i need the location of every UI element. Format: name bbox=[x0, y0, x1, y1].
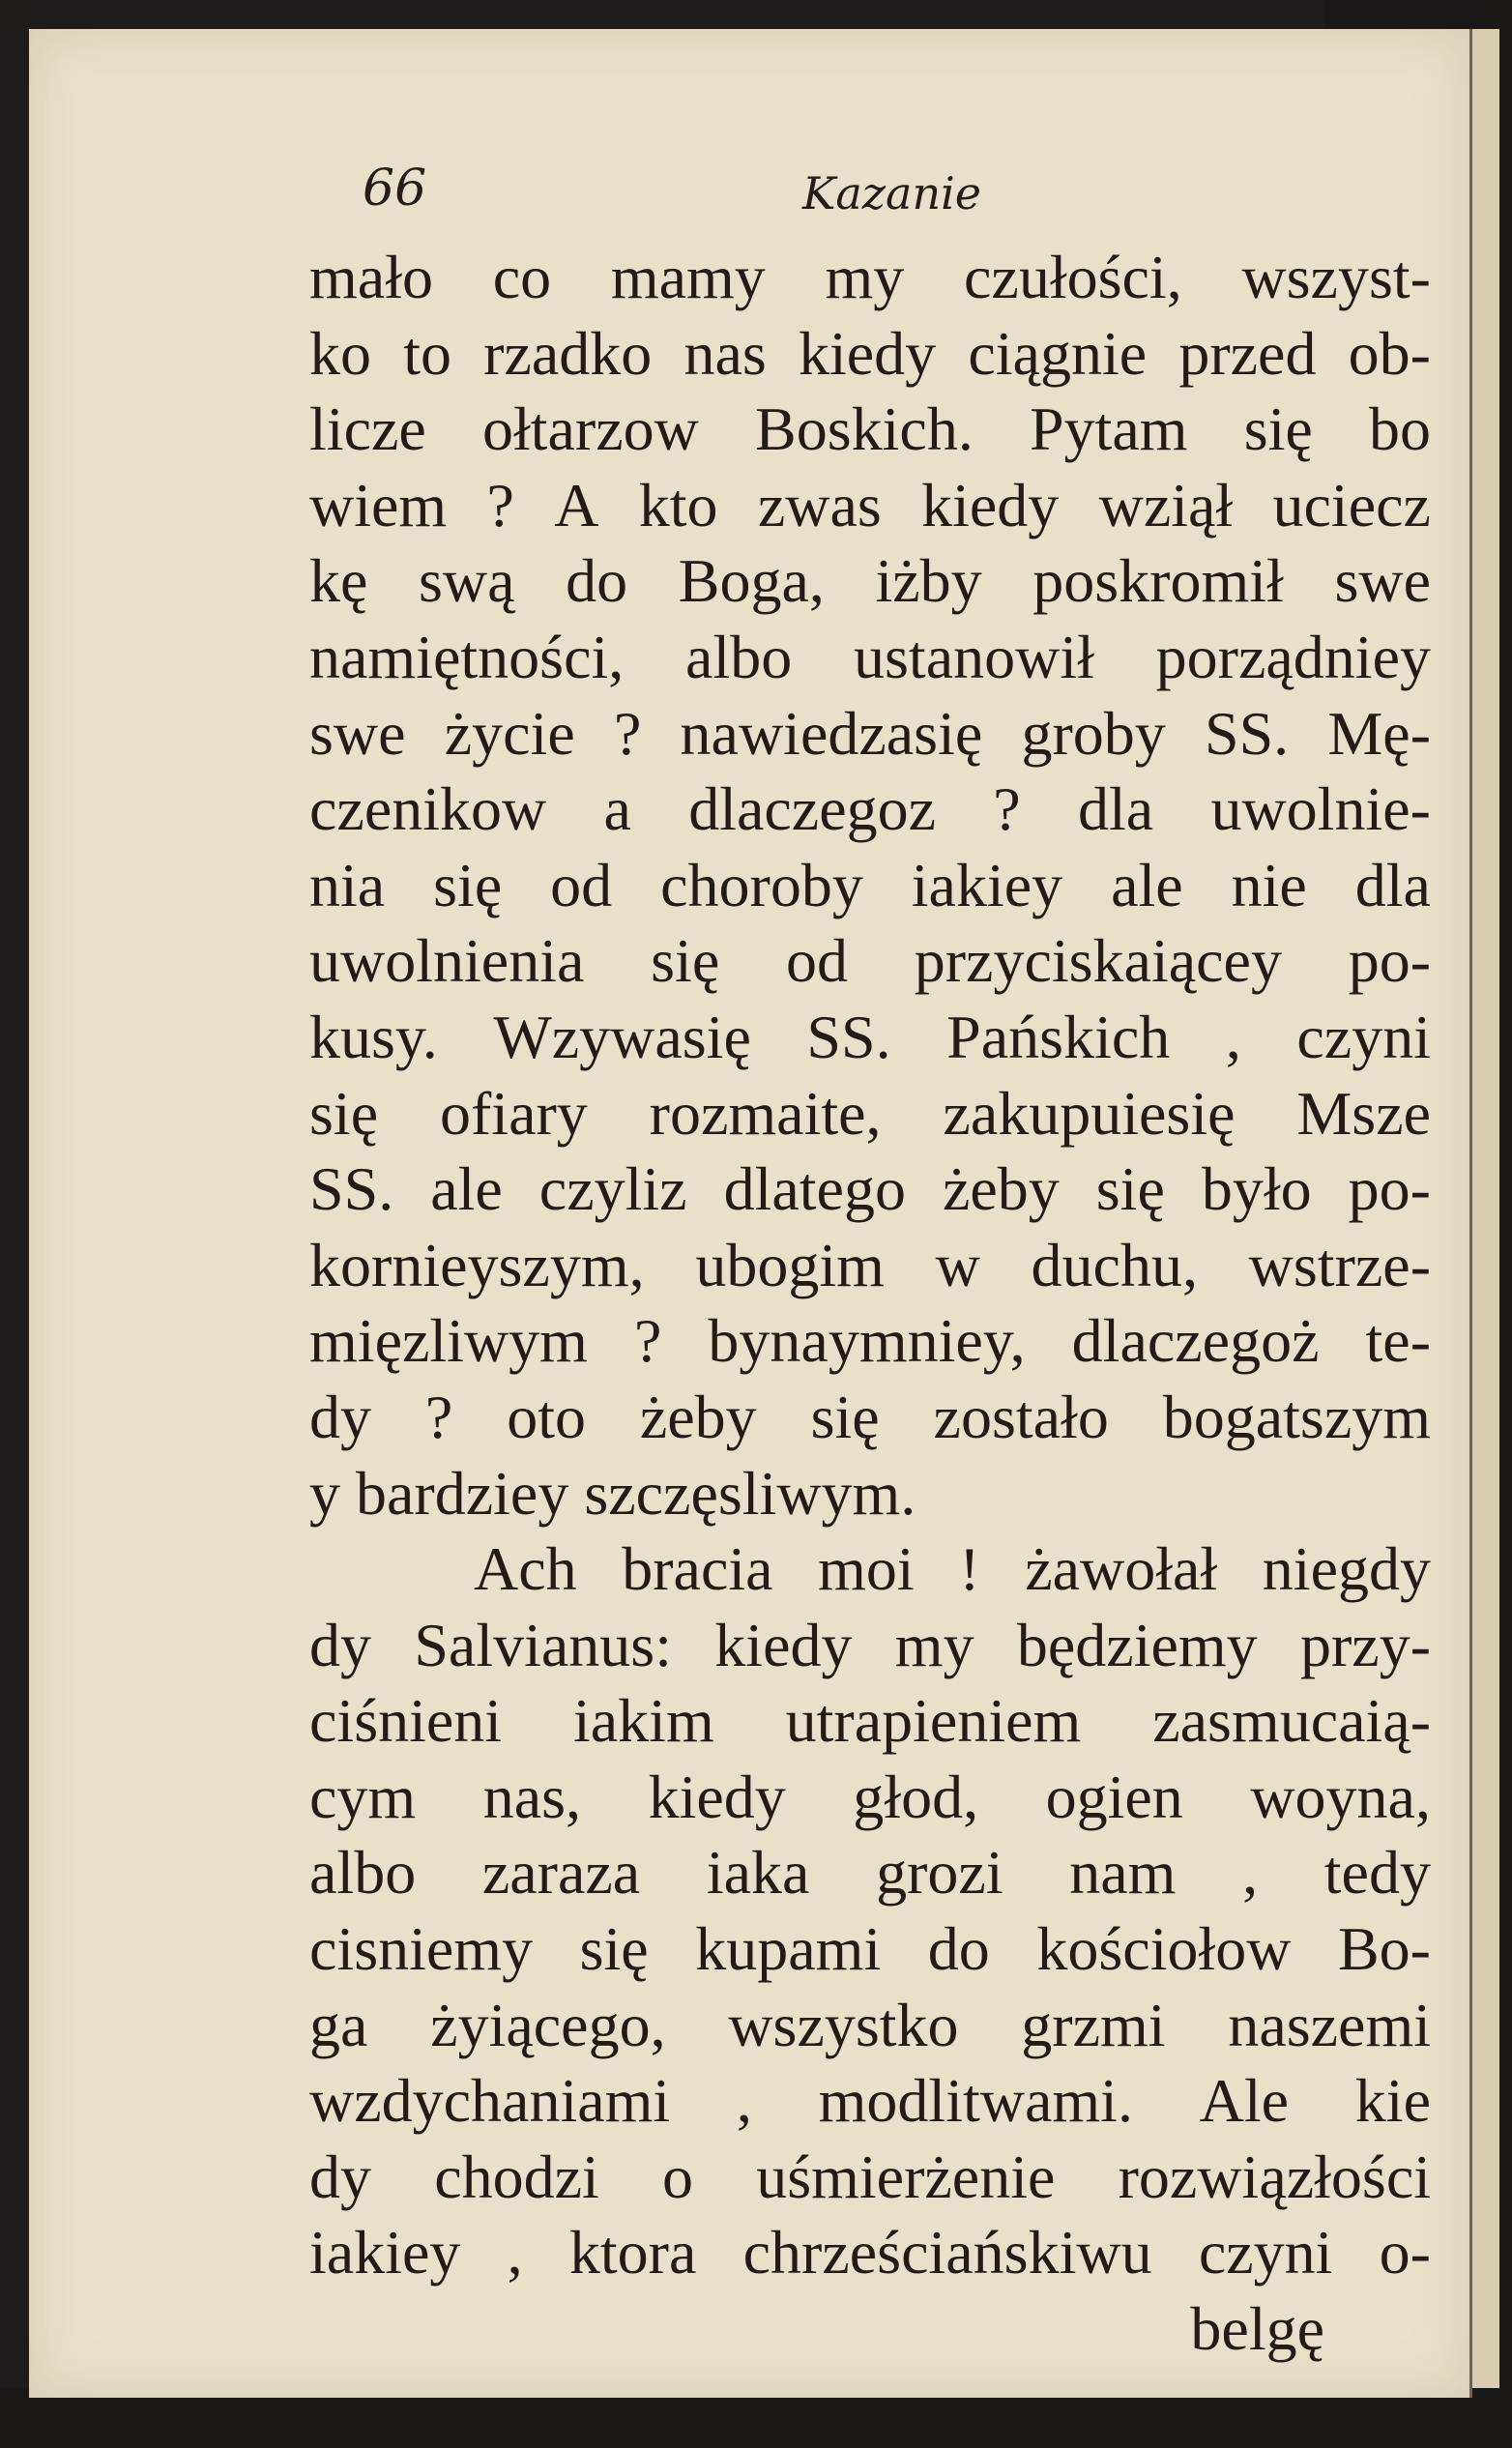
word: do bbox=[566, 546, 628, 616]
word: od bbox=[785, 926, 848, 996]
word: o- bbox=[1379, 2218, 1431, 2288]
word: Pańskich bbox=[946, 1002, 1171, 1071]
word: ? bbox=[993, 774, 1021, 844]
word: wzdychaniami bbox=[309, 2066, 671, 2136]
word: kościołow bbox=[1036, 1914, 1292, 1984]
word: ubogim bbox=[695, 1230, 885, 1299]
word: nas, bbox=[482, 1762, 582, 1831]
word: ofiary bbox=[439, 1078, 588, 1148]
word: zaraza bbox=[481, 1838, 641, 1908]
word: iaka bbox=[706, 1838, 810, 1908]
word: groby bbox=[1021, 698, 1166, 768]
word: kie bbox=[1354, 2066, 1431, 2136]
word: będziemy bbox=[1016, 1610, 1258, 1679]
word: to bbox=[403, 318, 451, 388]
text-line bbox=[309, 772, 1431, 848]
word: niegdy bbox=[1262, 1534, 1431, 1604]
word: nia bbox=[309, 850, 386, 919]
word: Pytam bbox=[1029, 394, 1188, 464]
word: chodzi bbox=[434, 2142, 599, 2211]
word: do bbox=[927, 1914, 990, 1984]
text-line bbox=[309, 2140, 1431, 2216]
word: bracia bbox=[622, 1534, 773, 1604]
word: przy- bbox=[1299, 1610, 1431, 1679]
word: SS. bbox=[1204, 698, 1290, 768]
text-line bbox=[309, 2063, 1431, 2140]
word: licze bbox=[309, 394, 426, 464]
word: czyni bbox=[1198, 2218, 1333, 2288]
text-line bbox=[309, 1683, 1431, 1760]
word: życie bbox=[444, 698, 575, 768]
word: czyni bbox=[1296, 1002, 1431, 1071]
word: my bbox=[825, 243, 905, 311]
text-line bbox=[309, 1911, 1431, 1988]
book-page bbox=[29, 29, 1472, 2398]
word: dy bbox=[309, 1382, 371, 1451]
word: ob- bbox=[1348, 318, 1431, 388]
word: przed bbox=[1178, 318, 1317, 388]
word: oto bbox=[507, 1382, 586, 1451]
word: się bbox=[1095, 1154, 1165, 1224]
word: bynaymniey, bbox=[708, 1306, 1026, 1376]
word: , bbox=[507, 2218, 523, 2288]
word: od bbox=[550, 850, 613, 919]
word: kto bbox=[638, 470, 718, 539]
text-line bbox=[309, 1228, 1431, 1304]
word: rozmaite, bbox=[649, 1078, 882, 1148]
word: dlatego bbox=[723, 1154, 906, 1224]
text-line bbox=[309, 543, 1431, 620]
word: namiętności, bbox=[309, 622, 625, 691]
word: iakiey bbox=[309, 2218, 461, 2288]
word: uśmierżenie bbox=[756, 2142, 1056, 2211]
word: Boga, bbox=[678, 546, 825, 616]
text-line bbox=[309, 316, 1431, 393]
word: uciecz bbox=[1272, 470, 1431, 539]
word: ? bbox=[613, 698, 642, 768]
word: głod, bbox=[853, 1762, 979, 1831]
text-line bbox=[309, 1303, 1431, 1380]
word: cym bbox=[309, 1762, 417, 1831]
word: żyiącego, bbox=[430, 1990, 666, 2059]
text-line bbox=[309, 1531, 1431, 1608]
word: w bbox=[935, 1230, 980, 1299]
text-line bbox=[309, 848, 1431, 924]
word: przyciskaiącey bbox=[914, 926, 1282, 996]
word: kiedy bbox=[648, 1762, 786, 1831]
word: po- bbox=[1348, 926, 1431, 996]
word: uwolnie- bbox=[1210, 774, 1431, 844]
word: A bbox=[554, 470, 599, 539]
word: kupami bbox=[695, 1914, 882, 1984]
word: dy bbox=[309, 1610, 371, 1679]
word: ale bbox=[430, 1154, 503, 1224]
word: ? bbox=[486, 470, 514, 539]
page-header bbox=[29, 160, 1469, 237]
word: się bbox=[309, 1078, 379, 1148]
word: ga bbox=[309, 1990, 368, 2059]
word: ołtarzow bbox=[481, 394, 699, 464]
word: kę bbox=[309, 546, 368, 616]
word: te- bbox=[1365, 1306, 1431, 1376]
word: Boskich. bbox=[755, 394, 974, 464]
word: ? bbox=[424, 1382, 453, 1451]
word: ciągnie bbox=[968, 318, 1148, 388]
word: ktora bbox=[568, 2218, 697, 2288]
word: rozwiązłości bbox=[1118, 2142, 1431, 2211]
word: a bbox=[603, 774, 631, 844]
word: dlaczegoz bbox=[688, 774, 936, 844]
word: szczęsliwym. bbox=[584, 1458, 916, 1528]
word: ciśnieni bbox=[309, 1686, 503, 1756]
word: bogatszym bbox=[1162, 1382, 1431, 1451]
word: czułości, bbox=[964, 243, 1182, 311]
text-line bbox=[309, 620, 1431, 696]
word: się bbox=[651, 926, 720, 996]
text-line bbox=[309, 1835, 1431, 1911]
word: co bbox=[492, 243, 552, 311]
word: dlaczegoż bbox=[1071, 1306, 1320, 1376]
word: zostało bbox=[933, 1382, 1109, 1451]
word: , bbox=[736, 2066, 752, 2136]
word: duchu, bbox=[1031, 1230, 1198, 1299]
word: się bbox=[810, 1382, 880, 1451]
word: iakiey bbox=[911, 850, 1063, 919]
word: moi bbox=[818, 1534, 915, 1604]
word: bardziey bbox=[356, 1458, 569, 1528]
word: zwas bbox=[757, 470, 882, 539]
text-line bbox=[309, 923, 1431, 1000]
word: mamy bbox=[610, 243, 766, 311]
word: żawołał bbox=[1025, 1534, 1218, 1604]
word: albo bbox=[685, 622, 793, 691]
catchword: belgę bbox=[1190, 2294, 1324, 2364]
text-line bbox=[309, 696, 1431, 772]
text-line bbox=[309, 2215, 1431, 2291]
word: było bbox=[1201, 1154, 1312, 1224]
text-line bbox=[309, 1000, 1431, 1076]
word: chrześciańskiwu bbox=[742, 2218, 1152, 2288]
word: wziął bbox=[1098, 470, 1234, 539]
word: nie bbox=[1231, 850, 1307, 919]
word: porządniey bbox=[1155, 622, 1431, 691]
word: wszyst- bbox=[1241, 243, 1431, 311]
text-line bbox=[309, 1608, 1431, 1684]
word: kiedy bbox=[798, 318, 937, 388]
page-number: 66 bbox=[363, 160, 427, 218]
word: my bbox=[894, 1610, 974, 1679]
word: żeby bbox=[639, 1382, 757, 1451]
word: żeby bbox=[942, 1154, 1060, 1224]
word: utrapieniem bbox=[785, 1686, 1082, 1756]
text-line bbox=[309, 1456, 1431, 1532]
word: SS. bbox=[806, 1002, 891, 1071]
word: kiedy bbox=[921, 470, 1060, 539]
word: choroby bbox=[660, 850, 863, 919]
page-body-text bbox=[309, 240, 1431, 2364]
word: Salvianus: bbox=[414, 1610, 672, 1679]
word: grzmi bbox=[1021, 1990, 1166, 2059]
word: swe bbox=[309, 698, 406, 768]
word: zasmucaią- bbox=[1152, 1686, 1431, 1756]
word: się bbox=[1243, 394, 1313, 464]
text-line bbox=[309, 1380, 1431, 1456]
running-title: Kazanie bbox=[802, 167, 982, 219]
word: mięzliwym bbox=[309, 1306, 588, 1376]
word: rzadko bbox=[483, 318, 653, 388]
word: dy bbox=[309, 2142, 371, 2211]
word: Msze bbox=[1296, 1078, 1431, 1148]
word: dla bbox=[1077, 774, 1154, 844]
text-line bbox=[309, 468, 1431, 544]
word: y bbox=[309, 1458, 340, 1528]
word: Mę- bbox=[1327, 698, 1431, 768]
word: tedy bbox=[1323, 1838, 1431, 1908]
word: kusy. bbox=[309, 1002, 438, 1071]
word: Ach bbox=[474, 1534, 577, 1604]
word: się bbox=[433, 850, 503, 919]
word: ? bbox=[633, 1306, 662, 1376]
word: czenikow bbox=[309, 774, 547, 844]
word: albo bbox=[309, 1838, 417, 1908]
text-line bbox=[309, 240, 1431, 316]
word: o bbox=[662, 2142, 693, 2211]
word: cisniemy bbox=[309, 1914, 534, 1984]
word: zakupuiesię bbox=[943, 1078, 1236, 1148]
text-line bbox=[309, 1988, 1431, 2064]
word: poskromił bbox=[1032, 546, 1284, 616]
word: bo bbox=[1368, 394, 1431, 464]
word: mało bbox=[309, 243, 433, 311]
word: nam bbox=[1069, 1838, 1177, 1908]
word: czyliz bbox=[538, 1154, 687, 1224]
word: woyna, bbox=[1250, 1762, 1431, 1831]
word: swą bbox=[419, 546, 515, 616]
word: iżby bbox=[875, 546, 982, 616]
word: swe bbox=[1334, 546, 1431, 616]
word: kiedy bbox=[714, 1610, 853, 1679]
word: Bo- bbox=[1337, 1914, 1431, 1984]
word: naszemi bbox=[1228, 1990, 1431, 2059]
word: , bbox=[1225, 1002, 1241, 1071]
word: SS. bbox=[309, 1154, 394, 1224]
word: dla bbox=[1354, 850, 1431, 919]
word: ! bbox=[959, 1534, 980, 1604]
text-line bbox=[309, 1760, 1431, 1836]
word: nas bbox=[683, 318, 767, 388]
word: ko bbox=[309, 318, 371, 388]
word: ustanowił bbox=[854, 622, 1094, 691]
text-line bbox=[309, 392, 1431, 468]
text-line bbox=[309, 1151, 1431, 1228]
word: iakim bbox=[572, 1686, 714, 1756]
word: uwolnienia bbox=[309, 926, 585, 996]
word: wstrze- bbox=[1248, 1230, 1431, 1299]
word: grozi bbox=[876, 1838, 1003, 1908]
word: kornieyszym, bbox=[309, 1230, 645, 1299]
word: ogien bbox=[1045, 1762, 1183, 1831]
word: Ale bbox=[1199, 2066, 1290, 2136]
word: ale bbox=[1111, 850, 1183, 919]
word: po- bbox=[1348, 1154, 1431, 1224]
word: nawiedzasię bbox=[680, 698, 983, 768]
word: modlitwami. bbox=[818, 2066, 1133, 2136]
text-line bbox=[309, 1076, 1431, 1152]
word: wiem bbox=[309, 470, 448, 539]
word: się bbox=[579, 1914, 649, 1984]
word: , bbox=[1242, 1838, 1259, 1908]
word: wszystko bbox=[728, 1990, 959, 2059]
word: Wzywasię bbox=[493, 1002, 751, 1071]
